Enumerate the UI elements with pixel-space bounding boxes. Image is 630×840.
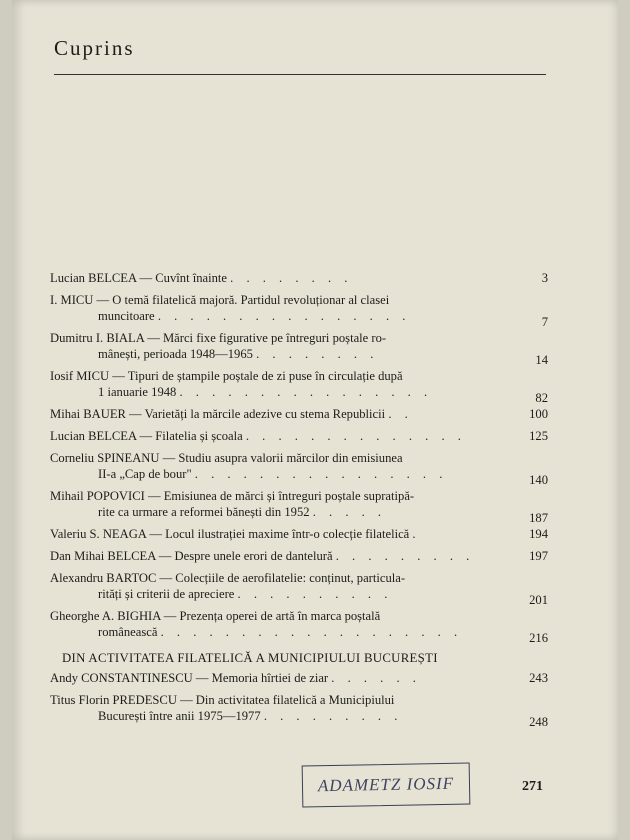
toc-entry-line: Lucian BELCEA — Filatelia și școala . . . . . . . . . . . . . . <box>50 429 466 443</box>
toc-entry <box>50 548 548 564</box>
toc-entry-line: Corneliu SPINEANU — Studiu asupra valorii mărcilor din emisiunea <box>50 451 403 465</box>
toc-entry <box>50 570 548 607</box>
toc-entry-continuation: mânești, perioada 1948—1965 . . . . . . . . <box>98 347 379 361</box>
toc-page-number: 125 <box>529 429 548 443</box>
toc-page-number: 243 <box>529 671 548 685</box>
toc-page-number: 14 <box>535 353 548 367</box>
toc-entry-line: Valeriu S. NEAGA — Locul ilustrației maxime într-o colecție filatelică . <box>50 527 421 541</box>
toc-entry-line: Mihail POPOVICI — Emisiunea de mărci și întreguri poștale supratipă- <box>50 489 415 503</box>
toc-entry <box>50 270 548 286</box>
toc-entry-line: I. MICU — O temă filatelică majoră. Partidul revoluționar al clasei <box>50 293 390 307</box>
toc-page-number: 7 <box>541 315 548 329</box>
toc-entry-continuation: București între anii 1975—1977 . . . . . . . . . <box>98 709 403 723</box>
toc-page-number: 194 <box>529 527 548 541</box>
toc-entry-continuation: românească . . . . . . . . . . . . . . . . . . . <box>98 625 463 639</box>
toc-entry-line: Gheorghe A. BIGHIA — Prezența operei de artă în marca poștală <box>50 609 381 623</box>
toc-entry <box>50 526 548 542</box>
toc-entry <box>50 608 548 645</box>
toc-page-number: 3 <box>541 271 548 285</box>
toc-page-number: 201 <box>529 593 548 607</box>
toc-entry-line: Dan Mihai BELCEA — Despre unele erori de dantelură . . . . . . . . . <box>50 549 475 563</box>
toc-entry <box>50 368 548 405</box>
title-rule <box>54 74 546 75</box>
toc-entry-line: Andy CONSTANTINESCU — Memoria hîrtiei de ziar . . . . . . <box>50 671 421 685</box>
toc-entry-line: Alexandru BARTOC — Colecțiile de aerofilatelie: conținut, particula- <box>50 571 406 585</box>
toc-entry-continuation: rite ca urmare a reformei bănești din 1952 . . . . . <box>98 505 387 519</box>
owner-stamp: ADAMETZ IOSIF <box>302 763 471 808</box>
table-of-contents <box>50 270 548 646</box>
toc-page-number: 140 <box>529 473 548 487</box>
page-title: Cuprins <box>54 36 135 60</box>
page-number: 271 <box>522 779 543 794</box>
toc-entry <box>50 292 548 329</box>
toc-entry <box>50 406 548 422</box>
toc-entry <box>50 330 548 367</box>
toc-entry-continuation: 1 ianuarie 1948 . . . . . . . . . . . . . . . . <box>98 385 433 399</box>
toc-page-number: 82 <box>535 391 548 405</box>
toc-page-number: 100 <box>529 407 548 421</box>
toc-page-number: 187 <box>529 511 548 525</box>
toc-entry-line: Titus Florin PREDESCU — Din activitatea filatelică a Municipiului <box>50 693 395 707</box>
toc-entry <box>50 488 548 525</box>
toc-page-number: 197 <box>529 549 548 563</box>
toc-entry-line: Iosif MICU — Tipuri de ștampile poștale de zi puse în circulație după <box>50 369 403 383</box>
book-page <box>12 0 618 840</box>
toc-entry-continuation: II-a „Cap de bour" . . . . . . . . . . . . . . . . <box>98 467 448 481</box>
toc-page-number: 216 <box>529 631 548 645</box>
toc-page-number: 248 <box>529 715 548 729</box>
toc-entry-line: Lucian BELCEA — Cuvînt înainte . . . . . . . . <box>50 271 353 285</box>
table-of-contents-section <box>50 670 548 730</box>
toc-entry <box>50 692 548 729</box>
section-heading: DIN ACTIVITATEA FILATELICĂ A MUNICIPIULUI BUCUREȘTI <box>62 651 438 665</box>
toc-entry-line: Dumitru I. BIALA — Mărci fixe figurative pe întreguri poștale ro- <box>50 331 387 345</box>
toc-entry-line: Mihai BAUER — Varietăți la mărcile adezive cu stema Republicii . . <box>50 407 413 421</box>
toc-entry <box>50 428 548 444</box>
toc-entry <box>50 450 548 487</box>
toc-entry-continuation: muncitoare . . . . . . . . . . . . . . . . <box>98 309 411 323</box>
toc-entry-continuation: rități și criterii de apreciere . . . . . . . . . . <box>98 587 393 601</box>
toc-entry <box>50 670 548 686</box>
